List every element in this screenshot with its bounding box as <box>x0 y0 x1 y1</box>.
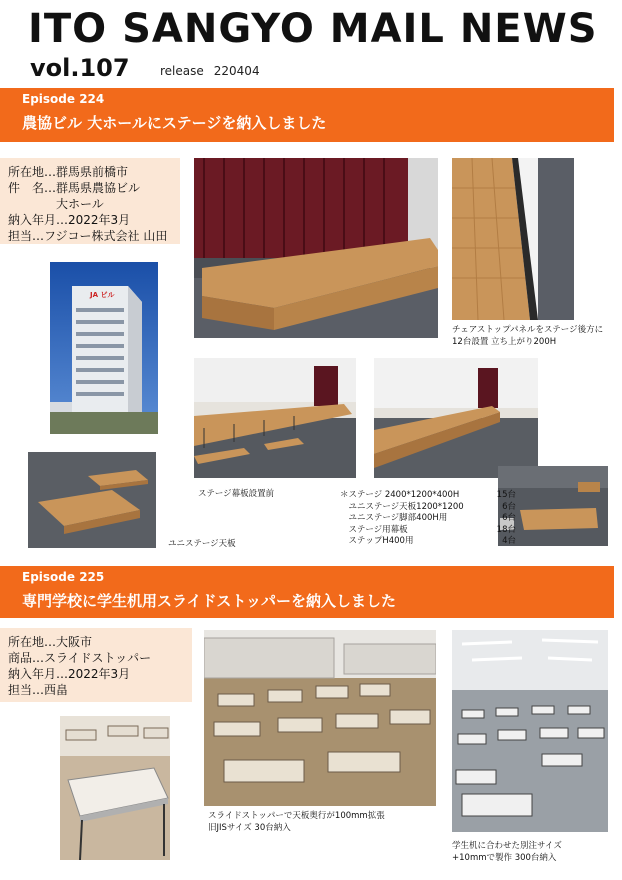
caption-middle <box>208 810 385 834</box>
newsletter-title: ITO SANGYO MAIL NEWS <box>28 6 598 52</box>
info-delivery-date: 納入年月…2022年3月 <box>8 667 131 681</box>
spec-name: ユニステージ天板1200*1200 <box>340 501 464 512</box>
spec-row <box>340 513 516 525</box>
caption-right <box>452 840 562 864</box>
building-photo <box>50 262 158 434</box>
caption-unit-top: ユニステージ天板 <box>168 539 236 549</box>
spec-name: ユニステージ脚部400H用 <box>340 513 448 523</box>
info-person: 担当…フジコー株式会社 山田 <box>8 229 168 243</box>
classroom-photo-right <box>452 630 608 832</box>
episode-225-banner <box>0 566 614 618</box>
spec-qty: 6台 <box>502 513 516 523</box>
episode-224-banner <box>0 88 614 142</box>
info-location: 所在地…群馬県前橋市 <box>8 165 129 179</box>
unit-top-photo <box>28 452 156 548</box>
episode-225-heading: 専門学校に学生机用スライドストッパーを納入しました <box>22 592 396 610</box>
info-subject: 件 名…群馬県農協ビル <box>8 181 141 195</box>
info-location: 所在地…大阪市 <box>8 635 93 649</box>
desk-closeup-photo <box>60 716 170 860</box>
stage-side-photo <box>374 358 538 478</box>
spec-row <box>340 502 516 514</box>
caption-chair-panel-line2: 12台設置 立ち上がり200H <box>452 337 557 347</box>
spec-qty: 4台 <box>502 536 516 546</box>
caption-curtain: ステージ幕板設置前 <box>198 489 275 499</box>
episode-224-label: Episode 224 <box>22 92 105 106</box>
caption-middle-line1: スライドストッパーで天板奥行が100mm拡張 <box>208 811 385 821</box>
release-code: 220404 <box>213 64 260 78</box>
chair-stop-photo <box>452 158 574 320</box>
info-person: 担当…西畠 <box>8 683 69 697</box>
spec-row <box>340 490 516 502</box>
caption-right-line2: +10mmで製作 300台納入 <box>452 853 557 863</box>
info-subject-cont: 大ホール <box>8 197 104 211</box>
spec-row <box>340 525 516 537</box>
release-label: release <box>160 64 204 78</box>
spec-name: ステップH400用 <box>340 536 414 546</box>
caption-chair-panel <box>452 324 603 348</box>
info-delivery-date: 納入年月…2022年3月 <box>8 213 131 227</box>
spec-qty: 18台 <box>496 524 516 535</box>
spec-qty: 6台 <box>502 501 516 512</box>
classroom-photo-middle <box>204 630 436 806</box>
building-sign: JA ビル <box>90 291 115 299</box>
episode-224-heading: 農協ビル 大ホールにステージを納入しました <box>22 114 327 132</box>
info-product: 商品…スライドストッパー <box>8 651 152 665</box>
spec-name: ステージ用幕板 <box>340 524 408 535</box>
spec-row <box>340 536 516 548</box>
release-info <box>160 64 270 78</box>
spec-list <box>340 490 516 548</box>
stage-photo-main <box>194 158 438 338</box>
spec-qty: 15台 <box>496 490 516 500</box>
caption-middle-line2: 旧JISサイズ 30台納入 <box>208 823 291 833</box>
stage-curtain-photo <box>194 358 356 478</box>
spec-name: ＊ステージ 2400*1200*400H <box>340 490 460 500</box>
episode-225-label: Episode 225 <box>22 570 105 584</box>
episode-224-info <box>0 158 180 244</box>
episode-225-info <box>0 628 192 702</box>
caption-right-line1: 学生机に合わせた別注サイズ <box>452 841 562 851</box>
volume-number: vol.107 <box>30 54 130 82</box>
caption-chair-panel-line1: チェアストップパネルをステージ後方に <box>452 325 604 335</box>
